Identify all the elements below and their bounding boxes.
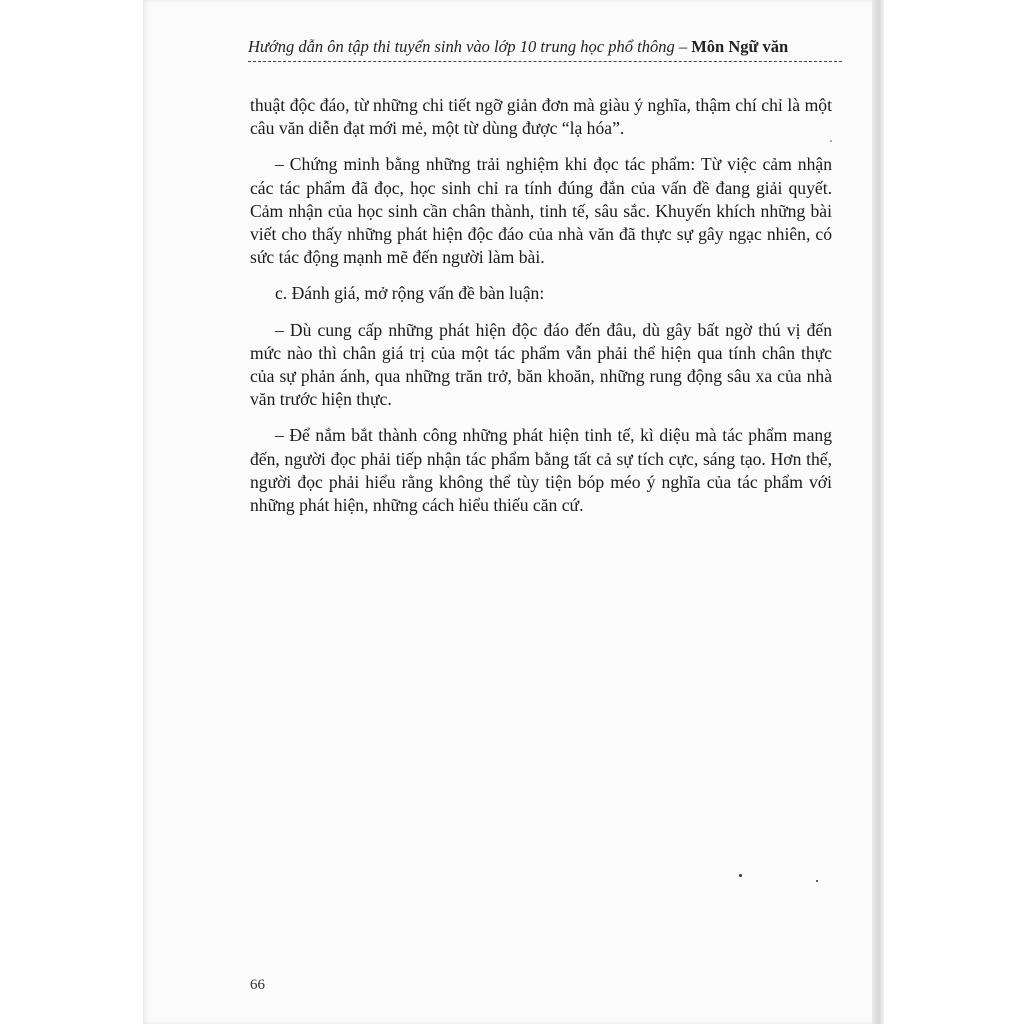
paragraph-continuation: thuật độc đáo, từ những chi tiết ngỡ giản đơn mà giàu ý nghĩa, thậm chí chỉ là một câu văn diễn đạt mới mẻ, một từ dùng được “lạ hóa”. [250, 95, 832, 139]
subject-title: Môn Ngữ văn [691, 37, 789, 56]
page-number: 66 [250, 977, 265, 993]
series-title: Hướng dẫn ôn tập thi tuyển sinh vào lớp 10 trung học phổ thông [248, 37, 675, 56]
body-text [250, 94, 832, 530]
running-header [248, 37, 842, 57]
scan-speck [830, 140, 832, 142]
section-heading-c: c. Đánh giá, mở rộng vấn đề bàn luận: [275, 283, 545, 304]
paragraph-reader-reception: – Để nắm bắt thành công những phát hiện tinh tế, kì diệu mà tác phẩm mang đến, người đọc phải tiếp nhận tác phẩm bằng tất cả sự tích cực, sáng tạo. Hơn thế, người đọc phải hiểu rằng không thể tùy tiện bóp méo ý nghĩa của tác phẩm với những phát hiện, những cách hiểu thiếu căn cứ. [250, 425, 832, 516]
header-separator: – [674, 37, 692, 56]
header-dashed-rule [248, 61, 842, 62]
page-edge-shadow [872, 0, 884, 1024]
scan-speck [739, 874, 742, 877]
paragraph-proof-by-reading: – Chứng minh bằng những trải nghiệm khi đọc tác phẩm: Từ việc cảm nhận các tác phẩm đã đọc, học sinh chỉ ra tính đúng đắn của vấn đề đang giải quyết. Cảm nhận của học sinh cần chân thành, tinh tế, sâu sắc. Khuyến khích những bài viết cho thấy những phát hiện độc đáo của nhà văn đã thực sự gây ngạc nhiên, có sức tác động mạnh mẽ đến người làm bài. [250, 154, 832, 268]
paragraph-true-value: – Dù cung cấp những phát hiện độc đáo đến đâu, dù gây bất ngờ thú vị đến mức nào thì chân giá trị của một tác phẩm vẫn phải thể hiện qua tính chân thực của sự phản ánh, qua những trăn trở, băn khoăn, những rung động sâu xa của nhà văn trước hiện thực. [250, 319, 832, 410]
scan-speck [816, 880, 818, 882]
